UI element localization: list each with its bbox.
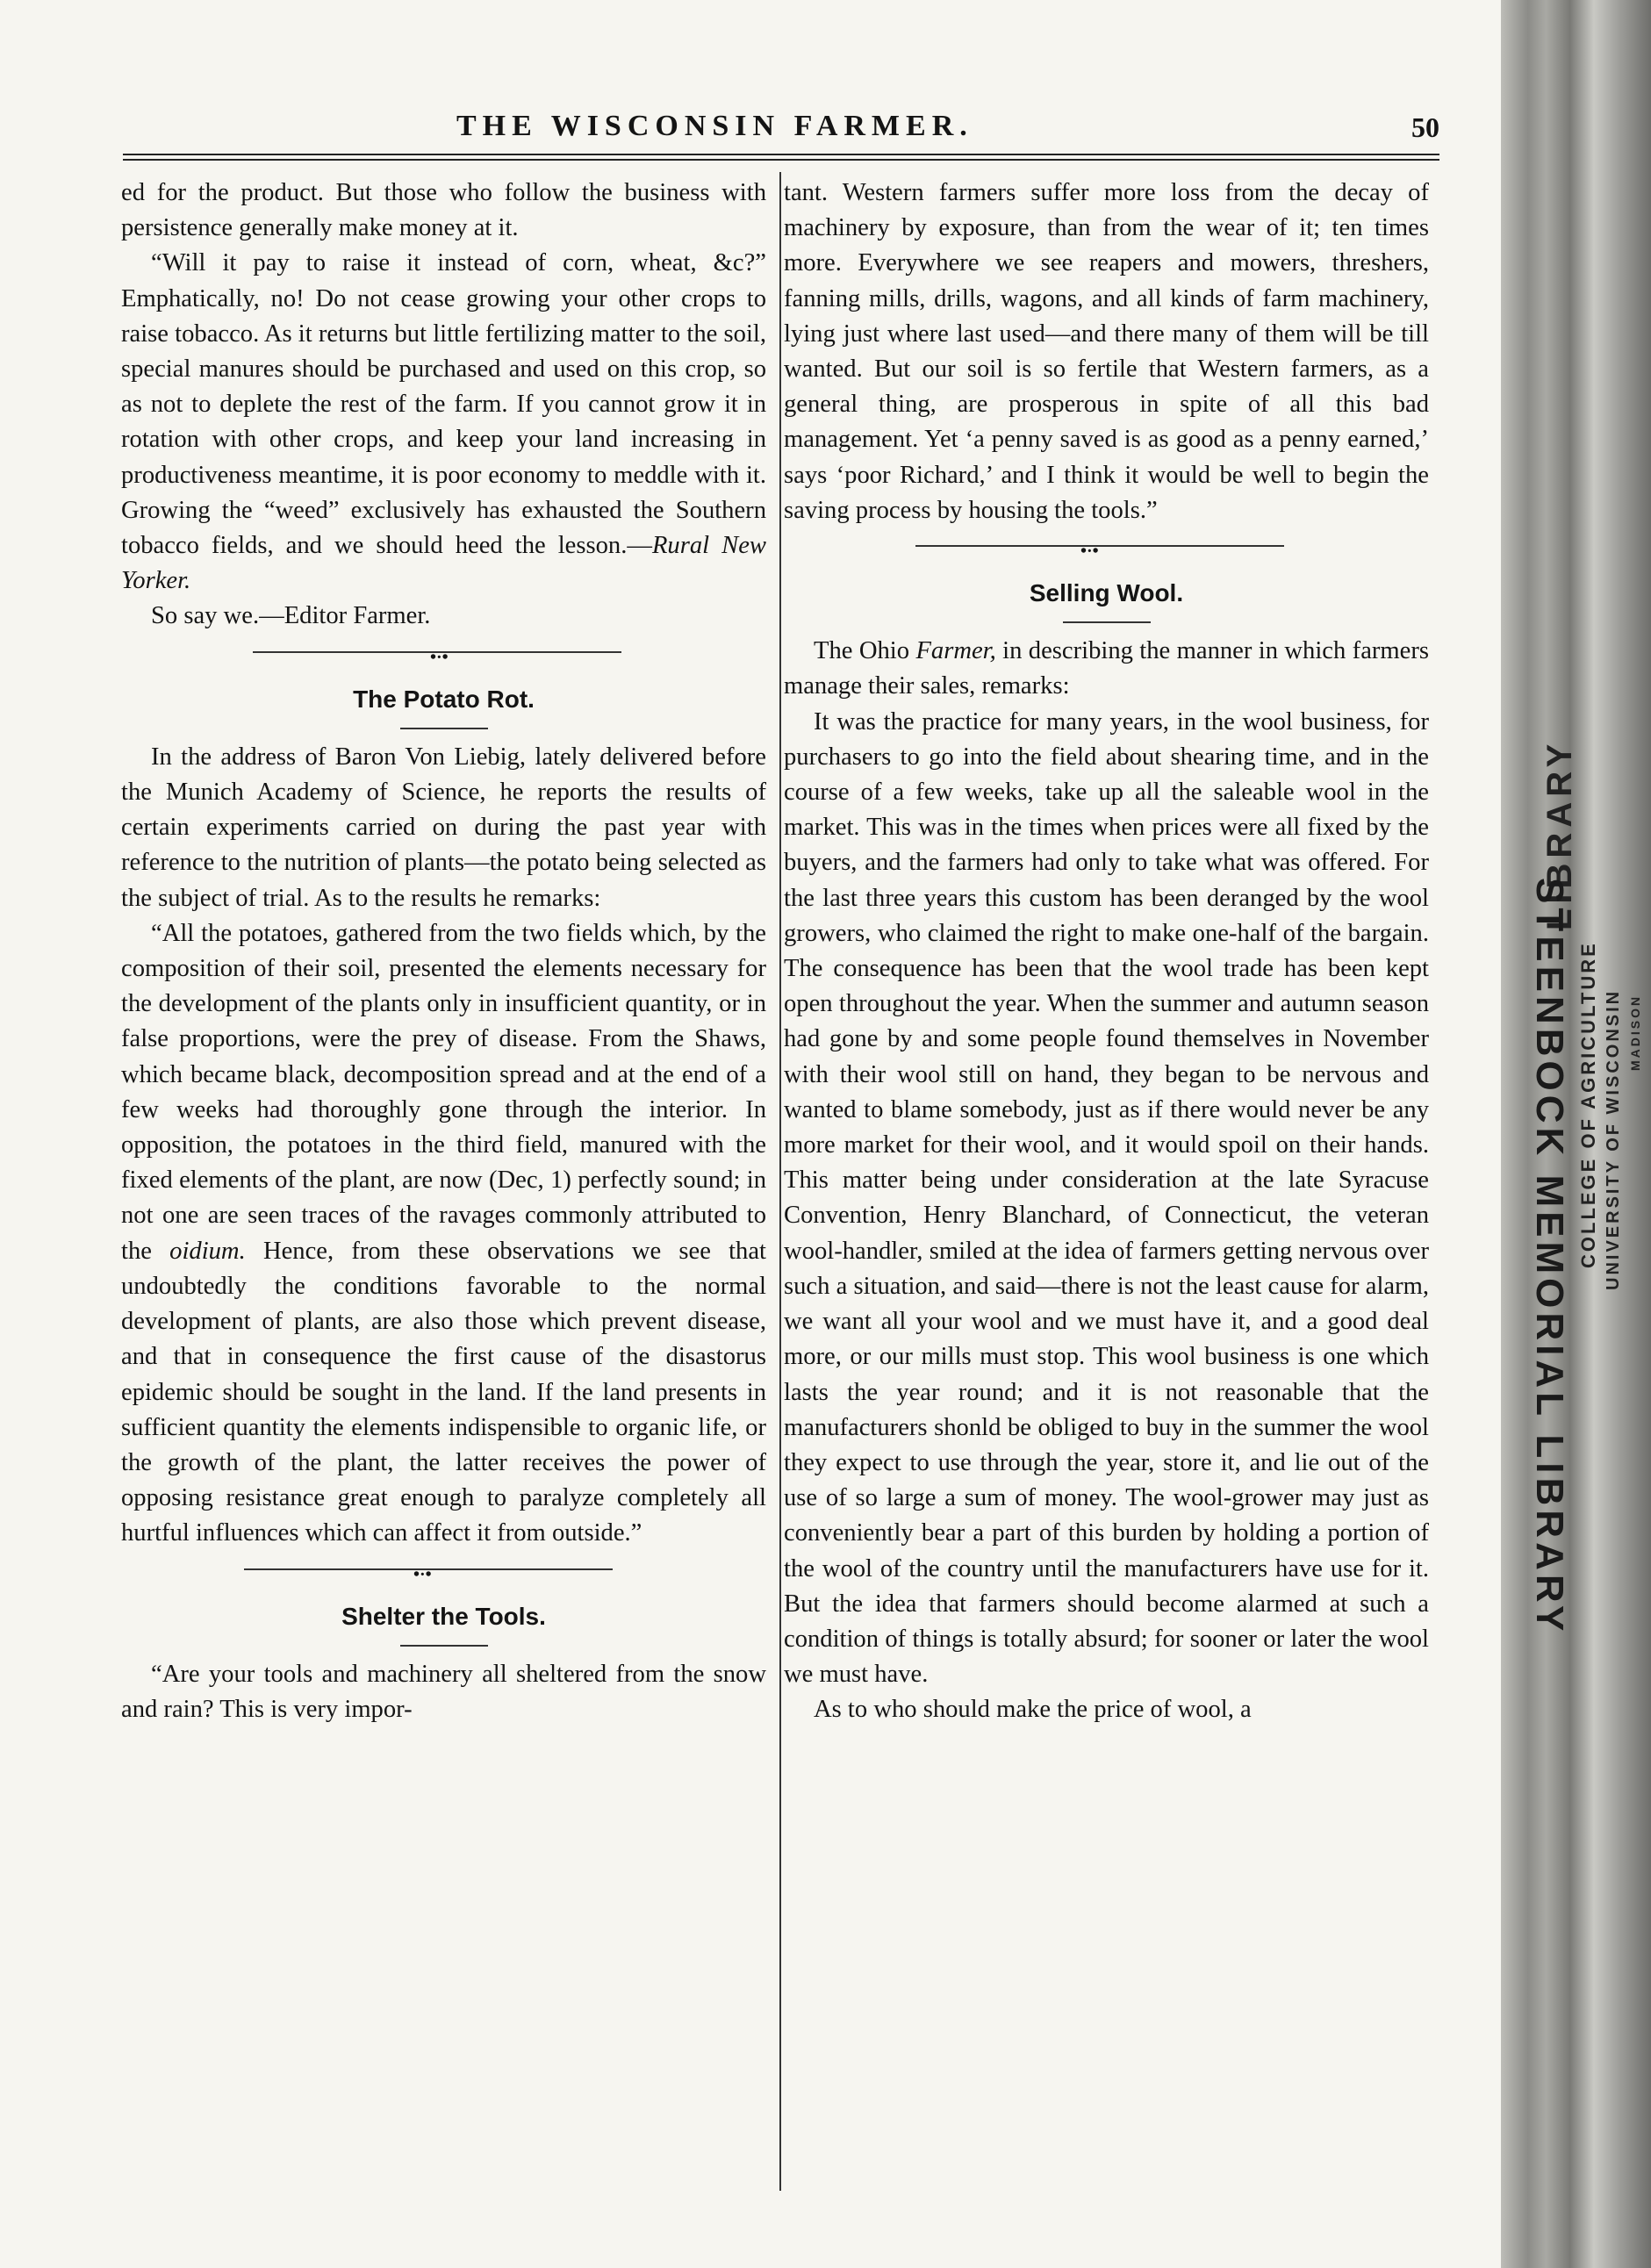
stamp-library: LIBRARY <box>1540 738 1579 930</box>
paragraph: The Ohio Farmer, in describing the manner in which farmers manage their sales, remarks: <box>784 637 1429 700</box>
header-rule-bottom <box>123 159 1439 161</box>
journal-title: THE WISCONSIN FARMER. <box>456 110 973 142</box>
stamp-university: UNIVERSITY OF WISCONSIN <box>1604 988 1623 1290</box>
paragraph: “All the potatoes, gathered from the two fields which, by the composition of their soil, presented the elements necessary for the development of the plants only in insufficient quantity, or in false proportions, were the prey of disease. From the Shaws, which became black, decomposition spread and at the end of a few weeks had thoroughly gone through the interior. In opposition, the potatoes in the third field, manured with the fixed elements of the plant, are now (Dec, 1) perfectly sound; in not one are seen traces of the ravages commonly attributed to the oidium. Hence, from these observations we see that undoubtedly the conditions favorable to the normal development of plants, are also those which prevent disease, and that in consequence the first cause of the disastorus epidemic should be sought in the land. If the land presents in sufficient quantity the elements indispensible to organic life, or the growth of the plant, the latter receives the power of opposing resistance great enough to paralyze completely all hurtful influences which can affect it from outside.” <box>121 919 766 1547</box>
editor-note: So say we.—Editor Farmer. <box>151 602 431 630</box>
heading-rule <box>784 611 1429 634</box>
section-separator: •·• <box>121 1552 766 1587</box>
paragraph: In the address of Baron Von Liebig, lately delivered before the Munich Academy of Science, he reports the results of certain experiments carried on during the past year with reference to the nutrition of plants—the potato being selected as the subject of trial. As to the results he remarks: <box>121 743 766 912</box>
left-column <box>121 176 766 1727</box>
paragraph: It was the practice for many years, in the wool business, for purchasers to go into the field about shearing time, and in the course of a few weeks, take up all the saleable wool in the market. This was in the times when prices were all fixed by the buyers, and the farmers had only to take what was offered. For the last three years this custom has been deranged by the wool growers, who claimed the right to make one-half of the bargain. The consequence has been that the wool trade has been kept open throughout the year. When the summer and autumn season had gone by and some people found themselves in November with their wool still on hand, they began to be nervous and wanted to blame somebody, just as if there would never be any more market for their wool, and it would spoil on their hands. This matter being under consideration at the late Syracuse Convention, Henry Blanchard, of Connecticut, the veteran wool-handler, smiled at the idea of farmers getting nervous over such a situation, and said—there is not the least cause for alarm, we want all your wool and we must have it, and a good deal more, or our mills must stop. This wool business is one which lasts the year round; and it is not reasonable that the manufacturers shonld be obliged to buy in the summer the wool they expect to use through the year, store it, and lie out of the use of so large a sum of money. The wool-grower may just as conveniently bear a part of this burden by holding a portion of the wool of the country until the manufacturers have use for it. But the idea that farmers should become alarmed at such a condition of things is totally absurd; for sooner or later the wool we must have. <box>784 707 1429 1689</box>
section-heading: The Potato Rot. <box>353 685 535 713</box>
right-column <box>784 176 1429 1728</box>
paragraph: As to who should make the price of wool, a <box>814 1696 1252 1724</box>
paragraph: ed for the product. But those who follow the business with persistence generally make money at it. <box>121 179 766 242</box>
section-heading: Selling Wool. <box>1029 579 1184 607</box>
heading-rule <box>121 717 766 740</box>
section-separator: •·• <box>121 635 766 670</box>
book-spine-edge <box>1501 0 1651 2268</box>
stamp-steenbock: STEENBOCK MEMORIAL LIBRARY <box>1528 878 1571 1636</box>
heading-rule <box>121 1634 766 1657</box>
column-divider <box>779 172 781 2191</box>
paragraph: tant. Western farmers suffer more loss from the decay of machinery by exposure, than from the wear of it; ten times more. Everywhere we see reapers and mowers, threshers, fanning mills, drills, wagons, and all kinds of farm machinery, lying just where last used—and there many of them will be till wanted. But our soil is so fertile that Western farmers, as a general thing, are prosperous in spite of all this bad management. Yet ‘a penny saved is as good as a penny earned,’ says ‘poor Richard,’ and I think it would be well to begin the saving process by housing the tools.” <box>784 179 1429 524</box>
page-number: 50 <box>1411 111 1439 143</box>
paragraph: “Are your tools and machinery all sheltered from the snow and rain? This is very impor- <box>121 1660 766 1723</box>
source-citation: Rural New Yorker. <box>121 532 766 595</box>
header-rule-top <box>123 154 1439 155</box>
section-separator: •·• <box>784 528 1429 563</box>
paragraph: “Will it pay to raise it instead of corn, wheat, &c?” Emphatically, no! Do not cease growing your other crops to raise tobacco. As it returns but little fertilizing matter to the soil, special manures should be purchased and used on this crop, so as not to deplete the rest of the farm. If you cannot grow it in rotation with other crops, and keep your land increasing in productiveness meantime, it is poor economy to meddle with it. Growing the “weed” exclusively has exhausted the Southern tobacco fields, and we should heed the lesson.—Rural New Yorker. <box>121 249 766 595</box>
stamp-madison: MADISON <box>1628 994 1642 1071</box>
stamp-college: COLLEGE OF AGRICULTURE <box>1577 941 1599 1268</box>
running-head <box>123 110 1439 154</box>
section-heading: Shelter the Tools. <box>341 1602 546 1630</box>
